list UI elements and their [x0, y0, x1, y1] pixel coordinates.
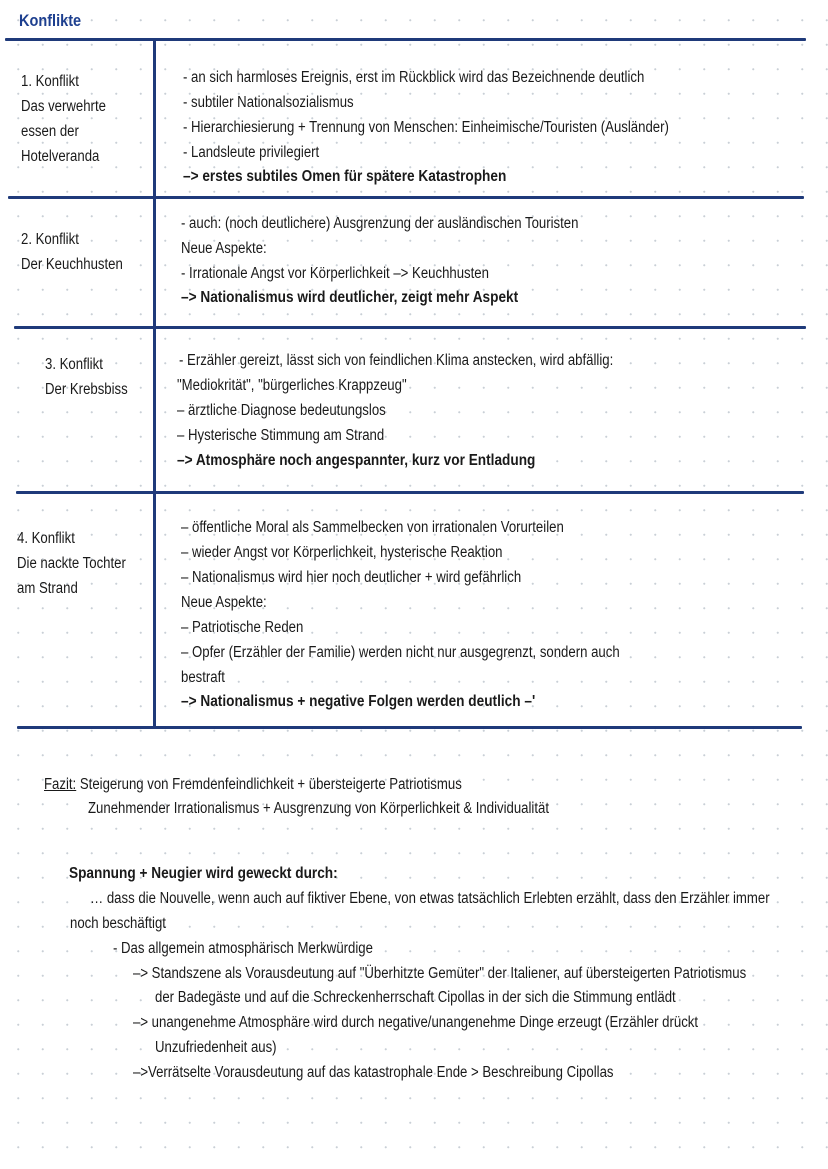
row-divider-1 — [8, 196, 804, 199]
conflict-label: essen der — [21, 123, 79, 140]
conflict-point: - Hierarchiesierung + Trennung von Menschen: Einheimische/Touristen (Ausländer) — [183, 119, 669, 136]
spannung-point: –>Verrätselte Vorausdeutung auf das katastrophale Ende > Beschreibung Cipollas — [133, 1064, 614, 1081]
row-divider-3 — [16, 491, 804, 494]
conflict-label: 4. Konflikt — [17, 530, 75, 547]
conflict-conclusion: –> Nationalismus + negative Folgen werden deutlich –' — [181, 693, 536, 710]
conflict-conclusion: –> erstes subtiles Omen für spätere Katastrophen — [183, 168, 507, 185]
conflict-point: – ärztliche Diagnose bedeutungslos — [177, 402, 386, 419]
row-divider-2 — [14, 326, 806, 329]
fazit-label: Fazit: — [44, 776, 77, 793]
spannung-point: Unzufriedenheit aus) — [155, 1039, 277, 1056]
table-column-divider — [153, 40, 156, 728]
conflict-point: – Nationalismus wird hier noch deutlicher + wird gefährlich — [181, 569, 522, 586]
table-bottom-rule — [17, 726, 802, 729]
conflict-label: Das verwehrte — [21, 98, 106, 115]
conflict-point: – Hysterische Stimmung am Strand — [177, 427, 385, 444]
conflict-point: – wieder Angst vor Körperlichkeit, hysterische Reaktion — [181, 544, 503, 561]
spannung-heading: Spannung + Neugier wird geweckt durch: — [69, 865, 338, 882]
conflict-label: Die nackte Tochter — [17, 555, 126, 572]
conflict-point: - auch: (noch deutlichere) Ausgrenzung der ausländischen Touristen — [181, 215, 579, 232]
conflict-label: 3. Konflikt — [45, 356, 103, 373]
conflict-point: - Irrationale Angst vor Körperlichkeit –> Keuchhusten — [181, 265, 489, 282]
spannung-point: –> Standszene als Vorausdeutung auf "Überhitzte Gemüter" der Italiener, auf übersteigerten Patriotismus — [133, 965, 747, 982]
conflict-label: 1. Konflikt — [21, 73, 79, 90]
conflict-point: - an sich harmloses Ereignis, erst im Rückblick wird das Bezeichnende deutlich — [183, 69, 645, 86]
conflict-point: – Opfer (Erzähler der Familie) werden nicht nur ausgegrenzt, sondern auch — [181, 644, 620, 661]
conflict-point: – Patriotische Reden — [181, 619, 304, 636]
fazit-text: Steigerung von Fremdenfeindlichkeit + übersteigerte Patriotismus — [76, 776, 462, 793]
conflict-point: Neue Aspekte: — [181, 240, 267, 257]
conflict-point: - Erzähler gereizt, lässt sich von feindlichen Klima anstecken, wird abfällig: — [179, 352, 614, 369]
conflict-label: 2. Konflikt — [21, 231, 79, 248]
conflict-point: - subtiler Nationalsozialismus — [183, 94, 354, 111]
conflict-point: bestraft — [181, 669, 225, 686]
conflict-label: Der Keuchhusten — [21, 256, 123, 273]
fazit-line — [44, 773, 462, 798]
table-top-rule — [5, 38, 806, 41]
conflict-point: - Landsleute privilegiert — [183, 144, 320, 161]
page-title: Konflikte — [19, 12, 82, 30]
conflict-point: "Mediokrität", "bürgerliches Krappzeug" — [177, 377, 407, 394]
conflict-conclusion: –> Atmosphäre noch angespannter, kurz vor Entladung — [177, 452, 536, 469]
spannung-point: der Badegäste und auf die Schreckenherrschaft Cipollas in der sich die Stimmung entlädt — [155, 989, 676, 1006]
fazit-line-2: Zunehmender Irrationalismus + Ausgrenzung von Körperlichkeit & Individualität — [88, 800, 550, 817]
spannung-subheading: - Das allgemein atmosphärisch Merkwürdige — [113, 940, 373, 957]
spannung-intro: noch beschäftigt — [70, 915, 166, 932]
conflict-point: Neue Aspekte: — [181, 594, 267, 611]
spannung-intro: … dass die Nouvelle, wenn auch auf fiktiver Ebene, von etwas tatsächlich Erlebten erzählt, dass den Erzähler immer — [90, 890, 770, 907]
conflict-label: am Strand — [17, 580, 78, 597]
conflict-label: Hotelveranda — [21, 148, 100, 165]
conflict-label: Der Krebsbiss — [45, 381, 128, 398]
spannung-point: –> unangenehme Atmosphäre wird durch negative/unangenehme Dinge erzeugt (Erzähler drückt — [133, 1014, 699, 1031]
conflict-conclusion: –> Nationalismus wird deutlicher, zeigt mehr Aspekt — [181, 289, 519, 306]
conflict-point: – öffentliche Moral als Sammelbecken von irrationalen Vorurteilen — [181, 519, 564, 536]
